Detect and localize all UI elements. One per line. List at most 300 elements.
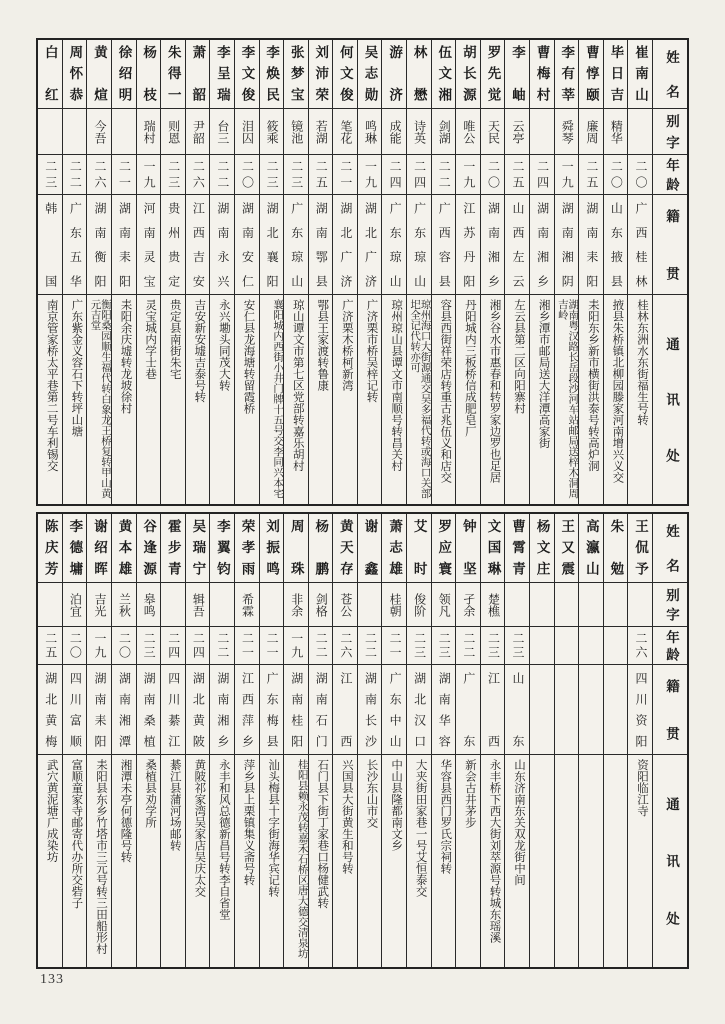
person-courtesy-name [63, 108, 87, 154]
person-native-place: 湖南耒阳 [579, 194, 603, 294]
person-native-place: 湖南耒阳 [112, 194, 136, 294]
person-native-place [604, 664, 628, 754]
row-header-column [653, 514, 687, 967]
person-address: 山东济南东关双龙街中间 [505, 754, 529, 967]
person-courtesy-name: 领凡 [432, 582, 456, 626]
person-name: 李文俊 [239, 45, 255, 103]
person-column [161, 514, 186, 967]
person-name: 高瀛山 [583, 519, 599, 577]
person-name: 黄本雄 [116, 519, 132, 577]
person-address: 鄂县王家渡转鲁康 [309, 294, 333, 504]
person-age: 二四 [530, 154, 554, 194]
person-age: 二二 [309, 626, 333, 664]
person-age: 二三 [284, 154, 308, 194]
person-column [333, 514, 358, 967]
person-address: 汕头梅县十字街海华宾记转 [260, 754, 284, 967]
person-courtesy-name: 唯公 [456, 108, 480, 154]
person-native-place: 湖南安仁 [235, 194, 259, 294]
person-column [210, 40, 235, 504]
person-name: 陈庆芳 [42, 519, 58, 577]
person-courtesy-name [530, 582, 554, 626]
person-courtesy-name: 廉周 [579, 108, 603, 154]
person-column [260, 40, 285, 504]
person-age: 二〇 [604, 154, 628, 194]
person-native-place: 江西吉安 [186, 194, 210, 294]
person-name: 林懋 [411, 45, 427, 103]
person-age: 二五 [38, 626, 62, 664]
person-native-place: 广东琼山 [382, 194, 406, 294]
person-address: 富顺童家寺邮寄代办所交砦子 [63, 754, 87, 967]
person-address: 长沙东山市交 [358, 754, 382, 967]
person-name: 张梦宝 [288, 45, 304, 103]
person-age: 二三 [505, 626, 529, 664]
person-name: 杨文庄 [534, 519, 550, 577]
person-name: 荣孝雨 [239, 519, 255, 577]
person-name: 李岫 [510, 45, 526, 103]
person-courtesy-name: 鸣琳 [358, 108, 382, 154]
person-age: 二〇 [63, 626, 87, 664]
person-column [505, 514, 530, 967]
person-age: 二四 [186, 626, 210, 664]
person-column [481, 40, 506, 504]
person-address: 掖县朱桥镇北柳园滕家河南增兴义交 [604, 294, 628, 504]
person-native-place: 湖南湘乡 [530, 194, 554, 294]
person-native-place: 湖南石门 [309, 664, 333, 754]
person-native-place: 湖南湘乡 [210, 664, 234, 754]
person-native-place: 广东中山 [382, 664, 406, 754]
person-address: 贵定县南街朱宅 [161, 294, 185, 504]
person-native-place: 湖北黄陂 [186, 664, 210, 754]
person-name: 吴瑞宁 [190, 519, 206, 577]
person-courtesy-name: 吉光 [87, 582, 111, 626]
person-address: 湘乡谷水市惠春和转罗家边罗也足居 [481, 294, 505, 504]
row-header-name: 姓名 [664, 50, 679, 98]
person-native-place: 四川富顺 [63, 664, 87, 754]
person-native-place: 湖北广济 [333, 194, 357, 294]
person-column [137, 40, 162, 504]
person-name: 杨鹏 [313, 519, 329, 577]
person-name: 伍文湘 [436, 45, 452, 103]
person-age: 二四 [382, 154, 406, 194]
person-native-place: 广西容县 [432, 194, 456, 294]
row-header-native-place: 籍贯 [653, 664, 687, 754]
person-courtesy-name: 尹韶 [186, 108, 210, 154]
person-address: 湖南粤汉路长岳段沙河车站邮局送梓木洞周吉岭 [555, 294, 579, 504]
person-column [382, 40, 407, 504]
person-name: 游济 [387, 45, 403, 103]
person-age: 二五 [309, 154, 333, 194]
person-name: 罗应寰 [436, 519, 452, 577]
person-address: 桂阳县赖永茂转嘉禾石桥区唐大德交清泉坊 [284, 754, 308, 967]
person-column [87, 514, 112, 967]
person-courtesy-name: 台三 [210, 108, 234, 154]
person-column [407, 514, 432, 967]
person-name: 谢鑫 [362, 519, 378, 577]
person-column [407, 40, 432, 504]
person-address: 永丰桥下西大街刘萃源号转城东瑶溪 [481, 754, 505, 967]
person-column [333, 40, 358, 504]
person-name: 霍步青 [165, 519, 181, 577]
person-address: 桑植县劝学所 [137, 754, 161, 967]
person-address: 左云县第二区向阳寨村 [505, 294, 529, 504]
row-header-age: 年龄 [653, 626, 687, 664]
person-native-place: 广西桂林 [628, 194, 652, 294]
person-name: 艾时 [411, 519, 427, 577]
person-name: 李呈瑞 [214, 45, 230, 103]
person-address: 丹阳城内三板桥信成肥皂厂 [456, 294, 480, 504]
person-native-place: 江苏丹阳 [456, 194, 480, 294]
person-native-place: 广东琼山 [284, 194, 308, 294]
person-name: 曹惇颐 [583, 45, 599, 103]
person-courtesy-name: 云亭 [505, 108, 529, 154]
person-age: 一九 [358, 154, 382, 194]
person-courtesy-name: 瑞村 [137, 108, 161, 154]
person-age: 二二 [432, 154, 456, 194]
person-courtesy-name: 精华 [604, 108, 628, 154]
person-courtesy-name [505, 582, 529, 626]
person-column [579, 514, 604, 967]
person-courtesy-name [530, 108, 554, 154]
person-age [604, 626, 628, 664]
person-name: 钟坚 [460, 519, 476, 577]
person-native-place: 广东琼山 [407, 194, 431, 294]
person-name: 曹梅村 [534, 45, 550, 103]
person-column [186, 40, 211, 504]
person-courtesy-name [210, 582, 234, 626]
person-column [112, 40, 137, 504]
person-address: 容县西街祥荣店转重古兆伍义和店交 [432, 294, 456, 504]
person-native-place: 山东掖县 [604, 194, 628, 294]
person-column [555, 514, 580, 967]
person-name: 萧韶 [190, 45, 206, 103]
person-age: 二二 [63, 154, 87, 194]
person-address: 中山县隆都南文乡 [382, 754, 406, 967]
person-courtesy-name: 诗英 [407, 108, 431, 154]
person-courtesy-name: 非余 [284, 582, 308, 626]
row-header-native-place: 籍贯 [653, 194, 687, 294]
person-courtesy-name [358, 582, 382, 626]
person-age: 二三 [38, 154, 62, 194]
person-address: 武穴黄泥塘广成染坊 [38, 754, 62, 967]
person-age: 一九 [87, 626, 111, 664]
person-courtesy-name: 笔花 [333, 108, 357, 154]
person-courtesy-name [38, 108, 62, 154]
person-courtesy-name [38, 582, 62, 626]
person-age: 二六 [333, 626, 357, 664]
person-age: 二六 [186, 154, 210, 194]
person-address: 黄陂祁家湾吴家店吴庆太交 [186, 754, 210, 967]
person-native-place: 湖南鄂县 [309, 194, 333, 294]
person-address: 桂林东洲水东街福生号转 [628, 294, 652, 504]
person-native-place: 河南灵宝 [137, 194, 161, 294]
person-courtesy-name [579, 582, 603, 626]
person-column [284, 514, 309, 967]
person-name: 谢绍晖 [91, 519, 107, 577]
person-courtesy-name [628, 108, 652, 154]
person-age: 二二 [210, 154, 234, 194]
person-native-place: 贵州贵定 [161, 194, 185, 294]
directory-tables [36, 38, 689, 969]
person-column [579, 40, 604, 504]
person-name: 曹霄青 [510, 519, 526, 577]
person-name: 李有莘 [559, 45, 575, 103]
row-header-courtesy-name: 别字 [653, 108, 687, 154]
person-age: 二一 [260, 626, 284, 664]
person-column [63, 514, 88, 967]
person-native-place: 江西萍乡 [235, 664, 259, 754]
person-courtesy-name: 成能 [382, 108, 406, 154]
person-age: 二三 [137, 626, 161, 664]
person-age: 二三 [481, 626, 505, 664]
person-age: 二三 [161, 154, 185, 194]
person-native-place: 湖南永兴 [210, 194, 234, 294]
person-name: 朱勉 [608, 519, 624, 577]
person-address: 兴国县大街黄生和号转 [333, 754, 357, 967]
person-address: 新会古井茅步 [456, 754, 480, 967]
person-column [38, 40, 63, 504]
person-age: 二四 [407, 154, 431, 194]
person-name: 徐绍明 [116, 45, 132, 103]
person-native-place [579, 664, 603, 754]
person-column [530, 514, 555, 967]
person-address: 琼山谭文市第七区党部转嘉乐胡村 [284, 294, 308, 504]
person-address: 琼州琼山县谭文市南顺号转昌关村 [382, 294, 406, 504]
person-age: 二〇 [112, 626, 136, 664]
person-courtesy-name: 兰秋 [112, 582, 136, 626]
person-column [358, 40, 383, 504]
person-native-place: 广东五华 [63, 194, 87, 294]
person-address: 广济栗木桥柯新湾 [333, 294, 357, 504]
person-courtesy-name: 镜池 [284, 108, 308, 154]
person-courtesy-name: 今吾 [87, 108, 111, 154]
person-address: 大夹街田家巷一号艾恒泰交 [407, 754, 431, 967]
person-column [284, 40, 309, 504]
person-address: 湘乡潭市邮局送大洋潭高家街 [530, 294, 554, 504]
person-courtesy-name: 泊宜 [63, 582, 87, 626]
person-column [432, 514, 457, 967]
person-native-place: 四川资阳 [628, 664, 652, 754]
person-name: 黄煊 [91, 45, 107, 103]
person-column [210, 514, 235, 967]
person-column [309, 514, 334, 967]
person-courtesy-name [161, 582, 185, 626]
person-courtesy-name: 辑吾 [186, 582, 210, 626]
person-age: 二〇 [481, 154, 505, 194]
person-age: 二二 [358, 626, 382, 664]
person-native-place: 湖南湘乡 [481, 194, 505, 294]
person-column [628, 40, 653, 504]
person-native-place: 湖北襄阳 [260, 194, 284, 294]
person-age: 二三 [407, 626, 431, 664]
person-age: 二一 [235, 626, 259, 664]
person-native-place: 四川綦江 [161, 664, 185, 754]
row-header-column [653, 40, 687, 504]
person-address: 南京管家桥太平巷第二号车利锡交 [38, 294, 62, 504]
person-column [530, 40, 555, 504]
person-address: 资阳临江寺 [628, 754, 652, 967]
person-name: 何文俊 [337, 45, 353, 103]
person-address [604, 754, 628, 967]
person-courtesy-name: 天民 [481, 108, 505, 154]
person-age: 一九 [137, 154, 161, 194]
person-courtesy-name: 若湖 [309, 108, 333, 154]
row-header-age: 年龄 [653, 154, 687, 194]
person-address: 琼州海口大街源通交吴多福代转或海口关部圯全记代转亦可 [407, 294, 431, 504]
person-age: 二四 [161, 626, 185, 664]
person-native-place [530, 664, 554, 754]
person-address: 华容县西门罗氏宗祠转 [432, 754, 456, 967]
person-address: 襄阳城内西街小井门牌十五号交李同兴本宅 [260, 294, 284, 504]
directory-table-bottom [36, 512, 689, 969]
person-age: 一九 [555, 154, 579, 194]
person-name: 黄天存 [337, 519, 353, 577]
person-age: 二一 [112, 154, 136, 194]
person-address: 萍乡县上栗镇集义斋号转 [235, 754, 259, 967]
person-name: 杨枝 [141, 45, 157, 103]
person-address: 安仁县龙海塘转留霞桥 [235, 294, 259, 504]
person-courtesy-name [555, 582, 579, 626]
person-address: 灵宝城内学士巷 [137, 294, 161, 504]
person-native-place: 湖南湘潭 [112, 664, 136, 754]
person-courtesy-name: 皋鸣 [137, 582, 161, 626]
person-name: 文国琳 [485, 519, 501, 577]
person-name: 王又震 [559, 519, 575, 577]
person-name: 吴志勋 [362, 45, 378, 103]
person-age: 二〇 [628, 154, 652, 194]
person-address: 广济栗市桥吴梓记转 [358, 294, 382, 504]
person-name: 毕日吉 [608, 45, 624, 103]
person-courtesy-name: 孑余 [456, 582, 480, 626]
row-header-address: 通讯处 [653, 294, 687, 504]
person-age: 二一 [333, 154, 357, 194]
person-age: 一九 [284, 626, 308, 664]
person-column [456, 40, 481, 504]
person-address: 耒阳东乡新市横街洪泰号转高炉洞 [579, 294, 603, 504]
page-number: 133 [40, 972, 64, 987]
person-name: 李焕民 [264, 45, 280, 103]
person-address [530, 754, 554, 967]
person-native-place: 湖南长沙 [358, 664, 382, 754]
person-courtesy-name: 则恩 [161, 108, 185, 154]
person-address: 湘潭未亭何德隆号转 [112, 754, 136, 967]
person-name: 谷逢源 [141, 519, 157, 577]
person-name: 萧志雄 [387, 519, 403, 577]
person-name: 朱得一 [165, 45, 181, 103]
person-address [579, 754, 603, 967]
person-column [481, 514, 506, 967]
person-age [579, 626, 603, 664]
person-native-place: 韩国 [38, 194, 62, 294]
person-age: 二五 [579, 154, 603, 194]
row-header-name: 姓名 [664, 524, 679, 572]
person-address: 永兴墈头同茂大转 [210, 294, 234, 504]
person-courtesy-name: 舜琴 [555, 108, 579, 154]
person-column [604, 514, 629, 967]
person-name: 李德墉 [67, 519, 83, 577]
person-name: 罗先觉 [485, 45, 501, 103]
person-native-place: 湖北黄梅 [38, 664, 62, 754]
person-courtesy-name [628, 582, 652, 626]
person-column [358, 514, 383, 967]
person-native-place: 湖南耒阳 [87, 664, 111, 754]
person-courtesy-name: 俊阶 [407, 582, 431, 626]
person-address: 綦江县蒲河场邮转 [161, 754, 185, 967]
person-courtesy-name [604, 582, 628, 626]
person-column [186, 514, 211, 967]
person-name: 崔南山 [633, 45, 648, 103]
person-column [604, 40, 629, 504]
person-address: 广东紫金义容石下转坪山塘 [63, 294, 87, 504]
person-name: 刘沛荣 [313, 45, 329, 103]
person-courtesy-name: 苍公 [333, 582, 357, 626]
person-column [87, 40, 112, 504]
person-address: 耒阳县东乡竹塔市三元号转三田船形村 [87, 754, 111, 967]
row-header-address: 通讯处 [653, 754, 687, 967]
person-column [260, 514, 285, 967]
person-native-place: 山东 [505, 664, 529, 754]
person-column [309, 40, 334, 504]
person-age: 二二 [456, 626, 480, 664]
person-address: 衡阳桑园顺生福代转白象龙王桥复转甲山黄元吉堂 [87, 294, 111, 504]
person-age [555, 626, 579, 664]
person-native-place: 湖南华容 [432, 664, 456, 754]
person-courtesy-name [112, 108, 136, 154]
person-native-place: 湖南桑植 [137, 664, 161, 754]
person-column [38, 514, 63, 967]
person-name: 周珠 [288, 519, 304, 577]
person-age: 二六 [628, 626, 652, 664]
person-native-place: 湖南桂阳 [284, 664, 308, 754]
directory-table-top [36, 38, 689, 506]
person-column [628, 514, 653, 967]
person-address: 吉安新安墟吉泰号转 [186, 294, 210, 504]
person-native-place: 湖北汉口 [407, 664, 431, 754]
person-native-place: 湖南湘阴 [555, 194, 579, 294]
person-name: 胡长源 [460, 45, 476, 103]
person-courtesy-name: 剑湖 [432, 108, 456, 154]
person-column [382, 514, 407, 967]
person-column [235, 40, 260, 504]
person-native-place: 广东梅县 [260, 664, 284, 754]
person-address: 永丰和风总德新昌号转李自省堂 [210, 754, 234, 967]
person-age: 二二 [210, 626, 234, 664]
person-courtesy-name: 希霖 [235, 582, 259, 626]
person-age: 二三 [432, 626, 456, 664]
person-age: 二〇 [235, 154, 259, 194]
person-age [530, 626, 554, 664]
person-courtesy-name [260, 582, 284, 626]
person-age: 二五 [505, 154, 529, 194]
person-courtesy-name: 剑格 [309, 582, 333, 626]
person-column [432, 40, 457, 504]
person-native-place: 江西 [481, 664, 505, 754]
person-courtesy-name: 桂朝 [382, 582, 406, 626]
person-name: 白红 [42, 45, 58, 103]
person-native-place: 山西左云 [505, 194, 529, 294]
person-column [505, 40, 530, 504]
person-native-place: 广东 [456, 664, 480, 754]
person-column [137, 514, 162, 967]
person-address: 石门县下街丁家巷口杨健武转 [309, 754, 333, 967]
person-native-place: 湖北广济 [358, 194, 382, 294]
person-address [555, 754, 579, 967]
person-column [456, 514, 481, 967]
person-courtesy-name: 筱乘 [260, 108, 284, 154]
person-age: 二一 [382, 626, 406, 664]
row-header-courtesy-name: 别字 [653, 582, 687, 626]
person-name: 李翼钧 [214, 519, 230, 577]
person-name: 刘振鸣 [264, 519, 280, 577]
